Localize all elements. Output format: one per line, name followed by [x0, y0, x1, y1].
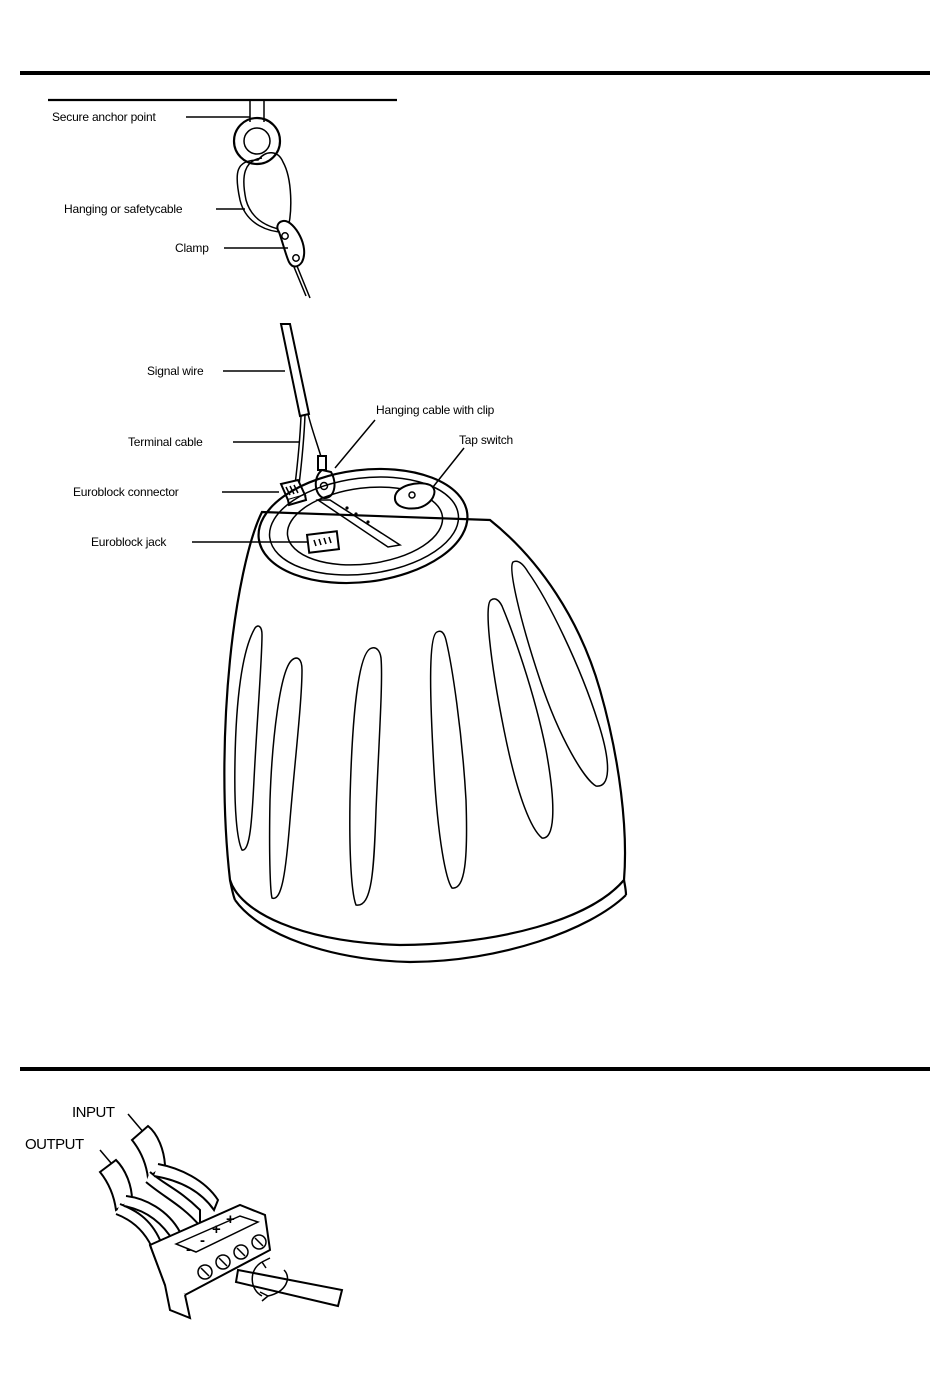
- minus-sign-2: -: [200, 1232, 205, 1249]
- terminal-cable-label: Terminal cable: [128, 435, 203, 449]
- signal-wire: [281, 324, 309, 416]
- hanging-cable-clip-label: Hanging cable with clip: [376, 403, 495, 417]
- plus-sign-2: +: [226, 1211, 235, 1228]
- anchor-ring-inner: [244, 128, 270, 154]
- wiring-diagram: [25, 1104, 342, 1318]
- speaker-base-side: [230, 880, 626, 900]
- anchor-diagram: [48, 100, 397, 298]
- speaker-diagram: [73, 324, 626, 962]
- speaker-body-outline: [224, 512, 625, 945]
- anchor-ring: [234, 118, 280, 164]
- clamp-shape: [277, 221, 304, 267]
- cable-tail: [294, 266, 310, 298]
- output-label: OUTPUT: [25, 1136, 84, 1153]
- tap-switch-leader: [433, 448, 464, 487]
- section-rule-top: [20, 71, 930, 75]
- cable-ferrule: [318, 456, 326, 470]
- plus-sign-1: +: [212, 1221, 221, 1238]
- terminal-cable-wires: [295, 415, 305, 485]
- section-rule-bottom: [20, 1067, 930, 1071]
- euroblock-jack-graphic: [307, 531, 339, 553]
- euroblock-jack-label: Euroblock jack: [91, 535, 167, 549]
- hanging-cable-clip-leader: [335, 420, 375, 468]
- euroblock-connector-label: Euroblock connector: [73, 485, 179, 499]
- minus-sign-1: -: [186, 1241, 191, 1258]
- clamp-label: Clamp: [175, 241, 209, 255]
- safety-cable-label: Hanging or safetycable: [64, 202, 183, 216]
- tap-switch-graphic: [395, 483, 435, 508]
- vent-slots: [235, 561, 608, 905]
- input-label: INPUT: [72, 1104, 115, 1121]
- clip-cable: [308, 414, 322, 460]
- anchor-point-label: Secure anchor point: [52, 110, 156, 124]
- tap-switch-label: Tap switch: [459, 433, 514, 447]
- euroblock-connector-graphic: [281, 480, 306, 505]
- signal-wire-label: Signal wire: [147, 364, 204, 378]
